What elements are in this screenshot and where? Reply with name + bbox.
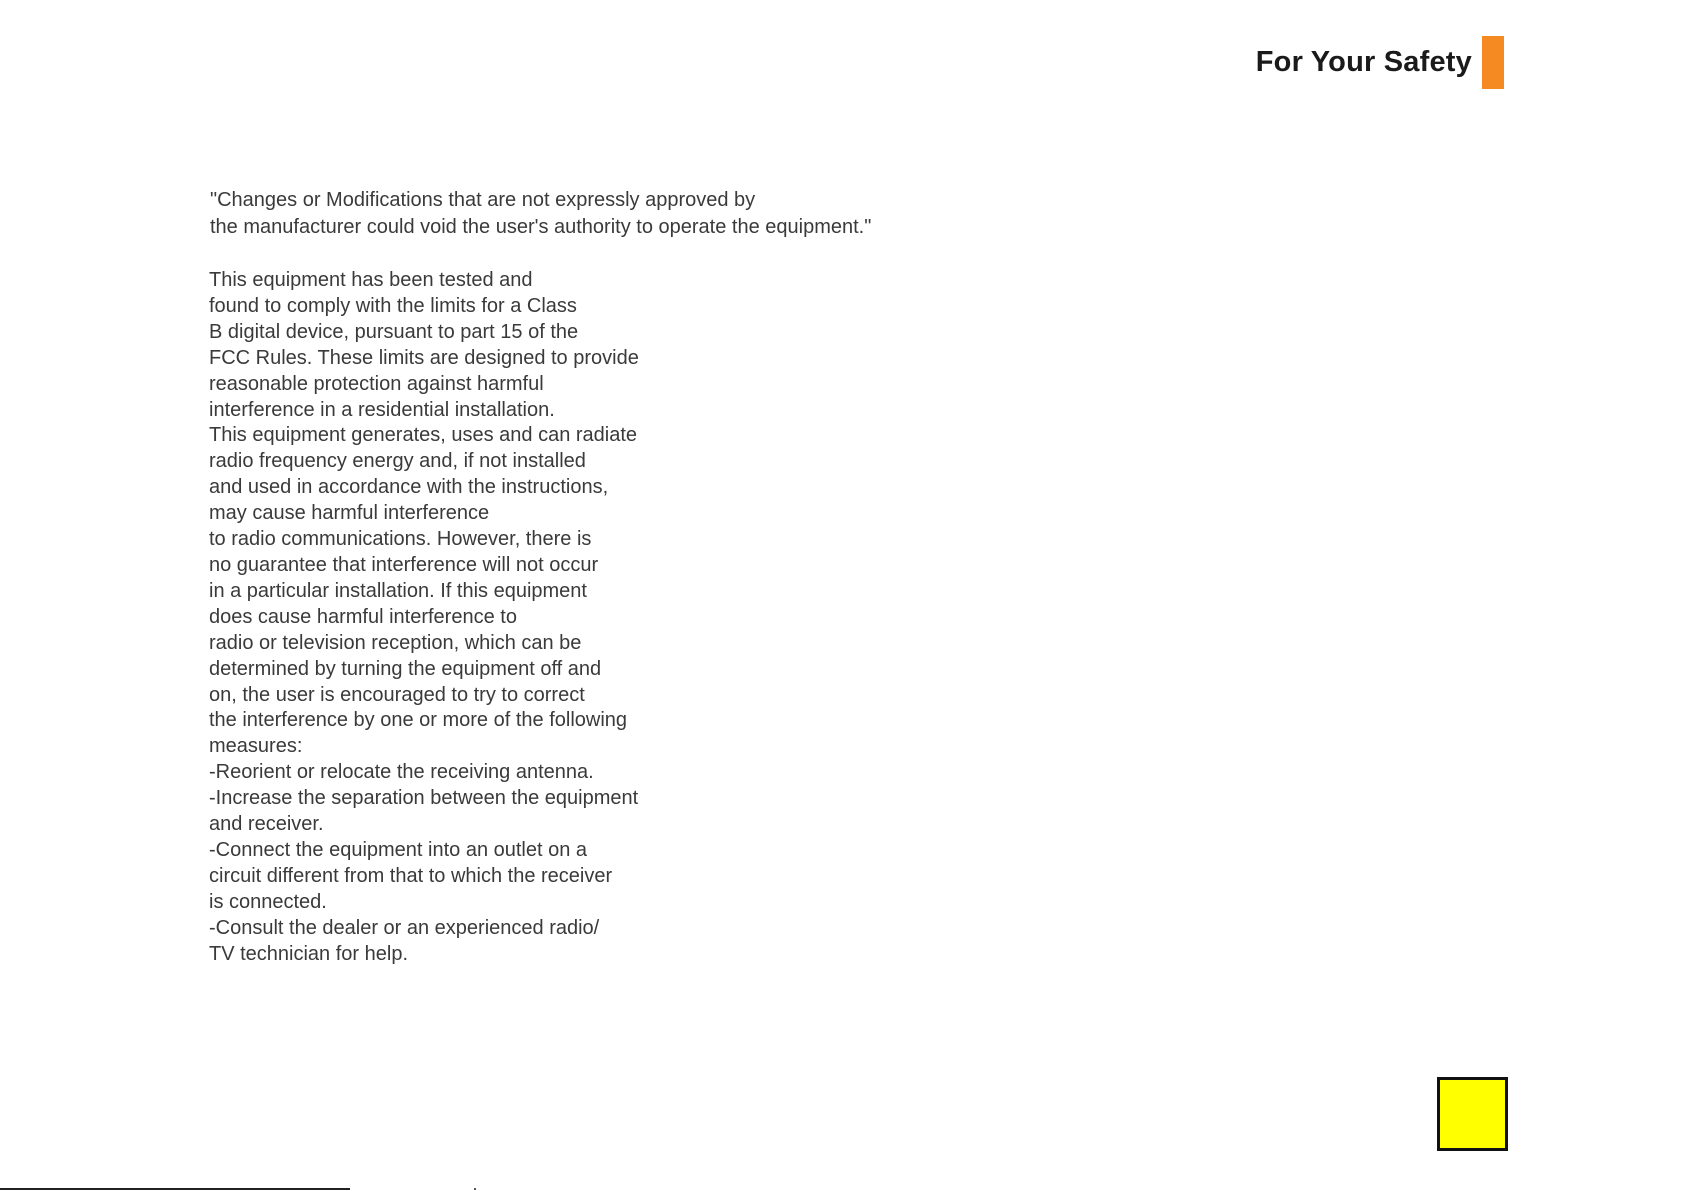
statement-line: TV technician for help. [209,942,408,965]
page-header [1256,36,1504,89]
section-tab-marker [1482,36,1504,89]
statement-line: FCC Rules. These limits are designed to provide [209,346,639,369]
statement-line: -Increase the separation between the equipment [209,787,639,810]
statement-line: determined by turning the equipment off and [209,657,602,680]
statement-line: is connected. [209,890,327,913]
statement-line: This equipment has been tested and [209,269,533,291]
statement-line: and used in accordance with the instructions, [209,476,609,499]
statement-line: radio or television reception, which can be [209,631,582,654]
statement-line: on, the user is encouraged to try to correct [209,683,585,706]
statement-line: radio frequency energy and, if not installed [209,450,586,473]
statement-line: circuit different from that to which the receiver [209,864,613,887]
statement-line: may cause harmful interference [209,502,490,525]
fcc-modification-notice [210,187,871,241]
bottom-rule [0,1188,350,1190]
statement-line: the interference by one or more of the following [209,709,628,732]
statement-line: reasonable protection against harmful [209,372,544,395]
statement-line: no guarantee that interference will not occur [209,553,599,576]
statement-line: B digital device, pursuant to part 15 of the [209,320,579,343]
statement-line: measures: [209,735,303,758]
statement-line: interference in a residential installation. [209,398,555,421]
statement-line: found to comply with the limits for a Class [209,294,577,317]
bottom-mark [474,1188,476,1190]
notice-line: "Changes or Modifications that are not expressly approved by [210,189,756,211]
statement-line: in a particular installation. If this equipment [209,579,587,602]
statement-line: -Consult the dealer or an experienced radio/ [209,916,600,939]
statement-line: -Reorient or relocate the receiving antenna. [209,761,594,784]
statement-line: does cause harmful interference to [209,605,517,628]
statement-line: This equipment generates, uses and can radiate [209,424,638,447]
notice-line: the manufacturer could void the user's authority to operate the equipment." [210,216,872,238]
statement-line: and receiver. [209,813,324,836]
page-number-box [1437,1077,1508,1151]
statement-line: to radio communications. However, there is [209,528,592,551]
fcc-compliance-statement [209,268,639,967]
statement-line: -Connect the equipment into an outlet on a [209,838,588,861]
section-title: For Your Safety [1255,46,1472,78]
